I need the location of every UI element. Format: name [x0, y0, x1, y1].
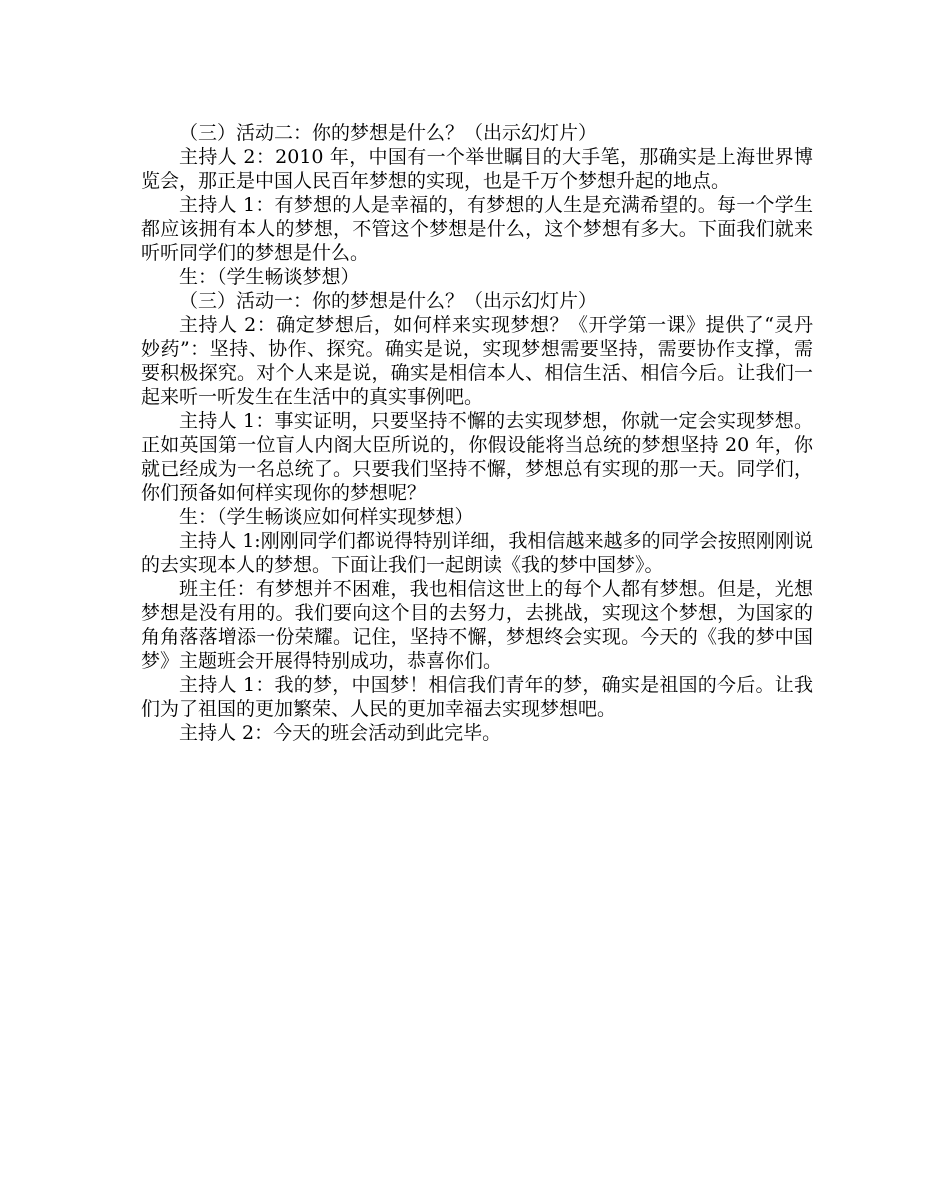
paragraph-activity-one-heading: （三）活动一：你的梦想是什么？（出示幻灯片）: [179, 290, 598, 312]
paragraph-host1-persistence: 主持人 1：事实证明，只要坚持不懈的去实现梦想，你就一定会实现梦想。正如英国第一位盲人内阁大臣所说的，你假设能将当总统的梦想坚持 20 年，你就已经成为一名总统了。只要我们坚持不懈，梦想总有实现的那一天。同学们，你们预备如何样实现你的梦想呢？: [141, 410, 813, 504]
paragraph-host2-realize-dreams: 主持人 2：确定梦想后，如何样来实现梦想？《开学第一课》提供了“灵丹妙药”：坚持、协作、探究。确实是说，实现梦想需要坚持，需要协作支撑，需要积极探究。对个人来是说，确实是相信本人、相信生活、相信今后。让我们一起来听一听发生在生活中的真实事例吧。: [141, 314, 813, 408]
paragraph-students-share-dreams: 生：（学生畅谈梦想）: [179, 266, 360, 288]
document-body: [141, 121, 813, 745]
paragraph-activity-two-heading: （三）活动二：你的梦想是什么？（出示幻灯片）: [179, 122, 598, 144]
paragraph-host2-expo: 主持人 2：2010 年，中国有一个举世瞩目的大手笔，那确实是上海世界博览会，那正是中国人民百年梦想的实现，也是千万个梦想升起的地点。: [141, 146, 813, 192]
paragraph-host1-recital: 主持人 1:刚刚同学们都说得特别详细，我相信越来越多的同学会按照刚刚说的去实现本人的梦想。下面让我们一起朗读《我的梦中国梦》。: [141, 530, 813, 576]
paragraph-host1-china-dream: 主持人 1：我的梦，中国梦！相信我们青年的梦，确实是祖国的今后。让我们为了祖国的更加繁荣、人民的更加幸福去实现梦想吧。: [141, 674, 813, 720]
paragraph-students-share-plans: 生：（学生畅谈应如何样实现梦想）: [179, 506, 474, 528]
paragraph-head-teacher: 班主任：有梦想并不困难，我也相信这世上的每个人都有梦想。但是，光想梦想是没有用的。我们要向这个目的去努力，去挑战，实现这个梦想，为国家的角角落落增添一份荣耀。记住，坚持不懈，梦想终会实现。今天的《我的梦中国梦》主题班会开展得特别成功，恭喜你们。: [141, 578, 813, 672]
paragraph-host1-dreams: 主持人 1：有梦想的人是幸福的，有梦想的人生是充满希望的。每一个学生都应该拥有本人的梦想，不管这个梦想是什么，这个梦想有多大。下面我们就来听听同学们的梦想是什么。: [141, 194, 813, 264]
paragraph-host2-closing: 主持人 2：今天的班会活动到此完毕。: [179, 722, 502, 744]
